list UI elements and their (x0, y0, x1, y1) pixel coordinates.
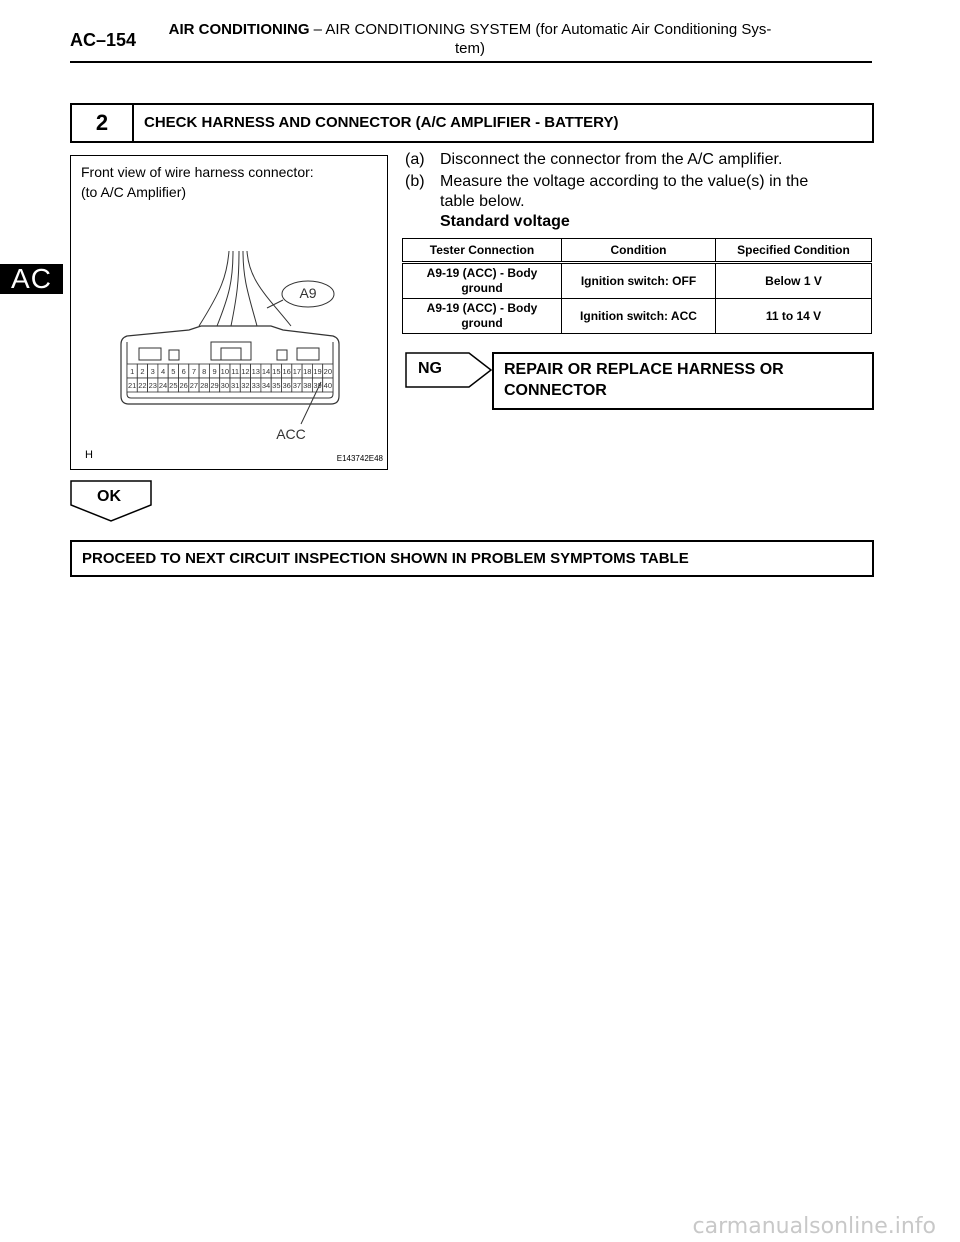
pin-number-4: 4 (160, 367, 166, 376)
pin-number-26: 26 (179, 381, 188, 390)
cell-condition: Ignition switch: OFF (562, 263, 716, 299)
connector-latch (297, 348, 319, 360)
pin-number-5: 5 (171, 367, 176, 376)
pin-number-39: 39 (313, 381, 322, 390)
connector-latch (139, 348, 161, 360)
ng-action-box (492, 352, 874, 410)
pin-number-27: 27 (189, 381, 199, 390)
page-number: AC–154 (70, 30, 137, 50)
voltage-spec-table (402, 238, 872, 334)
pin-number-18: 18 (303, 367, 312, 376)
header-rule (70, 61, 872, 63)
pin-number-38: 38 (303, 381, 312, 390)
pin-number-23: 23 (148, 381, 157, 390)
pin-number-34: 34 (261, 381, 271, 390)
pin-number-6: 6 (181, 367, 186, 376)
instruction-b-text-line2: table below. (440, 193, 525, 210)
pin-number-11: 11 (231, 367, 240, 376)
pin-number-16: 16 (282, 367, 291, 376)
pin-number-32: 32 (241, 381, 250, 390)
pin-number-19: 19 (313, 367, 322, 376)
pin-number-12: 12 (241, 367, 250, 376)
pin-number-2: 2 (140, 367, 145, 376)
pin-number-29: 29 (210, 381, 219, 390)
header-subtitle-line1: AIR CONDITIONING SYSTEM (for Automatic Air Conditioning Sys- (325, 21, 772, 38)
pin-number-37: 37 (292, 381, 302, 390)
pin-number-33: 33 (251, 381, 260, 390)
standard-voltage-heading: Standard voltage (440, 213, 570, 230)
pin-number-7: 7 (191, 367, 197, 376)
section-name: AIR CONDITIONING (168, 21, 310, 38)
table-header-row (403, 239, 872, 263)
pin-number-13: 13 (251, 367, 260, 376)
pin-number-15: 15 (272, 367, 281, 376)
pin-number-35: 35 (272, 381, 281, 390)
terminal-label: ACC (276, 426, 306, 442)
cell-specified-condition: Below 1 V (716, 263, 872, 299)
connector-drawing (71, 156, 387, 469)
table-row (403, 263, 872, 299)
wire (243, 251, 257, 326)
pin-number-30: 30 (220, 381, 230, 390)
pin-number-28: 28 (200, 381, 209, 390)
connector-label: A9 (299, 285, 317, 301)
pin-number-31: 31 (230, 381, 240, 390)
pin-number-25: 25 (169, 381, 178, 390)
figure-caption-line2: (to A/C Amplifier) (81, 184, 187, 200)
section-side-tab: AC (0, 264, 63, 294)
pin-number-3: 3 (150, 367, 155, 376)
figure-corner-letter: H (85, 449, 93, 461)
connector-lock-inner (221, 348, 241, 360)
pin-number-14: 14 (261, 367, 271, 376)
proceed-text: PROCEED TO NEXT CIRCUIT INSPECTION SHOWN IN PROBLEM SYMPTOMS TABLE (82, 550, 689, 567)
ng-action-text: REPAIR OR REPLACE HARNESS OR CONNECTOR (504, 361, 784, 399)
pin-number-1: 1 (130, 367, 135, 376)
ng-label: NG (418, 360, 442, 377)
figure-caption-line1: Front view of wire harness connector: (81, 164, 314, 180)
wire (199, 251, 229, 326)
step-header-box (70, 103, 874, 143)
header-dash: – (309, 21, 326, 38)
page-header-title (140, 20, 800, 58)
connector-latch (277, 350, 287, 360)
step-title: CHECK HARNESS AND CONNECTOR (A/C AMPLIFIER - BATTERY) (144, 114, 619, 131)
cell-specified-condition: 11 to 14 V (716, 299, 872, 334)
pin-number-8: 8 (202, 367, 207, 376)
pin-number-21: 21 (127, 381, 137, 390)
col-header-tester-connection: Tester Connection (403, 239, 562, 263)
pin-number-24: 24 (158, 381, 168, 390)
ok-label: OK (97, 488, 121, 505)
proceed-box (70, 540, 874, 577)
pin-number-17: 17 (292, 367, 302, 376)
pin-number-20: 20 (323, 367, 333, 376)
header-subtitle-line2: tem) (455, 40, 485, 57)
pin-number-10: 10 (220, 367, 230, 376)
pin-number-36: 36 (282, 381, 291, 390)
step-number: 2 (72, 105, 134, 141)
col-header-specified-condition: Specified Condition (716, 239, 872, 263)
instruction-a-label: (a) (405, 151, 425, 168)
watermark: carmanualsonline.info (692, 1214, 936, 1239)
connector-latch (169, 350, 179, 360)
pin-grid (127, 364, 333, 392)
instruction-b-text-line1: Measure the voltage according to the value(s) in the (440, 173, 809, 190)
instruction-b-label: (b) (405, 173, 425, 190)
cell-condition: Ignition switch: ACC (562, 299, 716, 334)
col-header-condition: Condition (562, 239, 716, 263)
pin-number-40: 40 (323, 381, 333, 390)
instruction-a-text: Disconnect the connector from the A/C amplifier. (440, 151, 783, 168)
pin-number-9: 9 (212, 367, 217, 376)
wire (231, 251, 239, 326)
figure-id: E143742E48 (336, 454, 383, 463)
cell-tester-connection: A9-19 (ACC) - Body ground (403, 299, 562, 334)
table-row (403, 299, 872, 334)
connector-figure (70, 155, 388, 470)
pin-number-22: 22 (138, 381, 147, 390)
cell-tester-connection: A9-19 (ACC) - Body ground (403, 263, 562, 299)
